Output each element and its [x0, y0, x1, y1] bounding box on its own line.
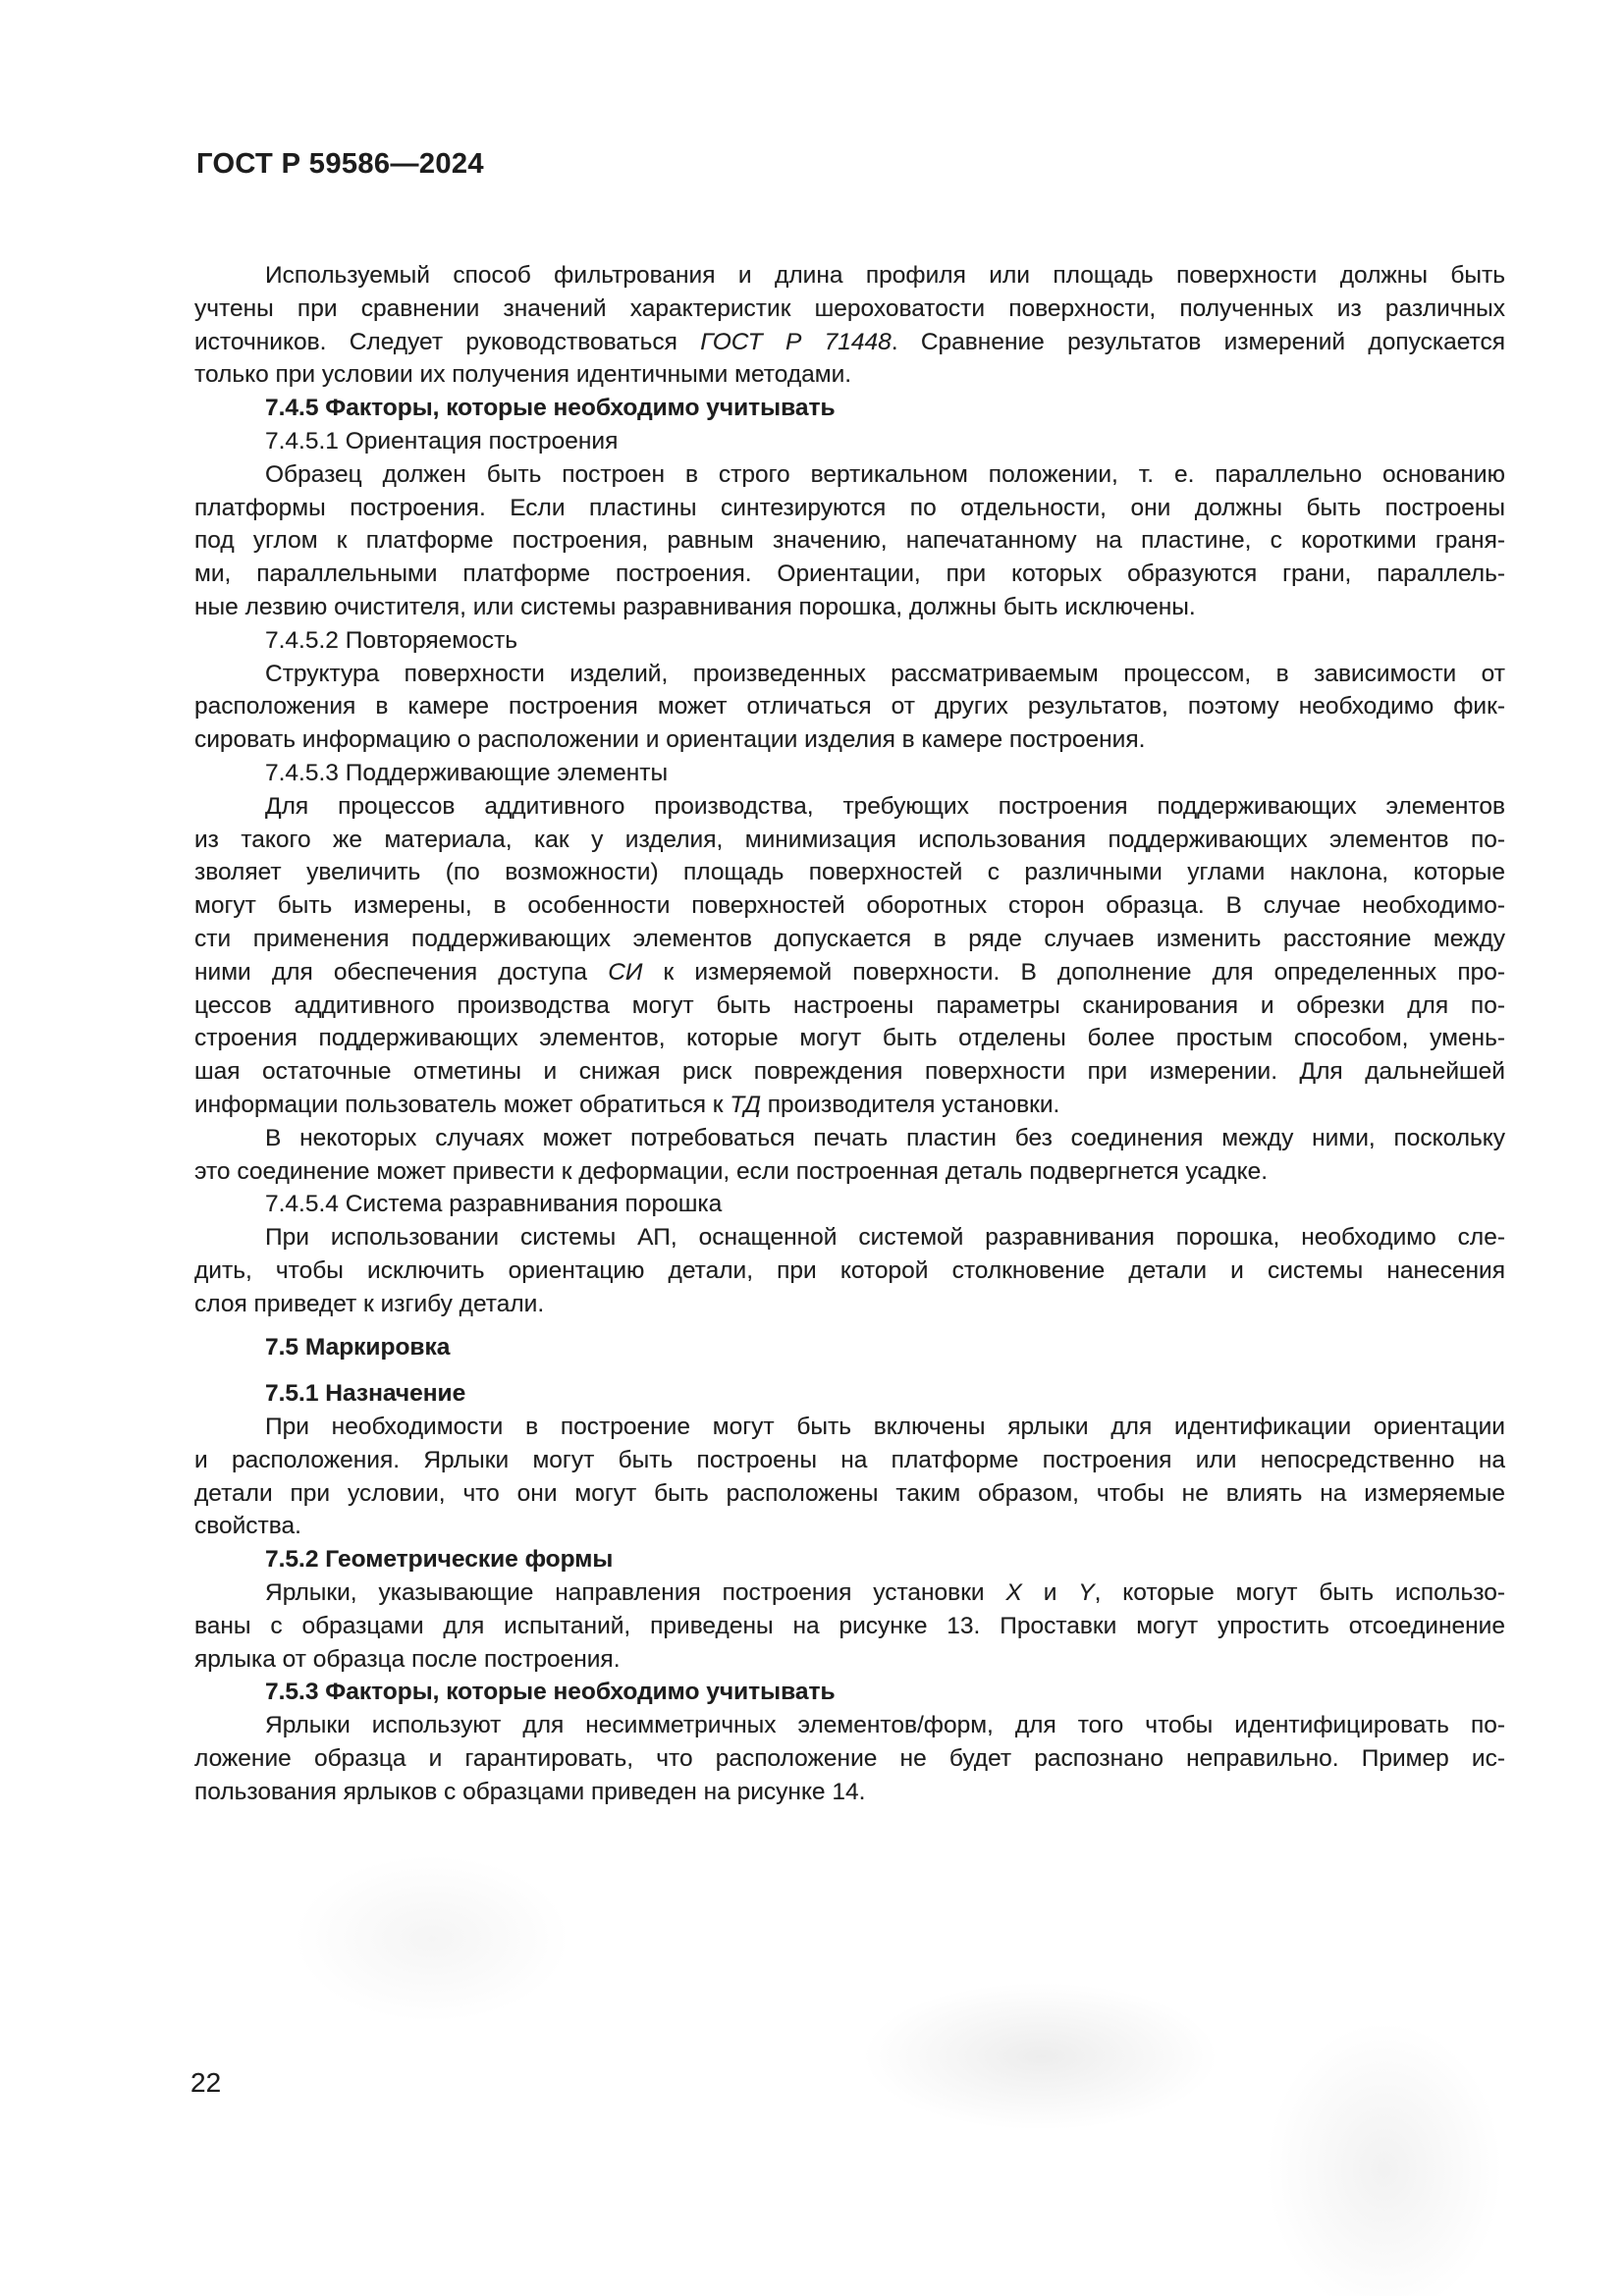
text-line: платформы построения. Если пластины синтезируются по отдельности, они должны быть построены — [194, 494, 1505, 521]
text-line: ми, параллельными платформе построения. Ориентации, при которых образуются грани, параллель- — [194, 561, 1505, 588]
text-line: ярлыка от образца после построения. — [194, 1645, 621, 1673]
text-line: зволяет увеличить (по возможности) площадь поверхностей с различными углами наклона, которые — [194, 859, 1505, 886]
section-heading: 7.4.5 Факторы, которые необходимо учитывать — [265, 395, 836, 422]
document-body — [194, 259, 1505, 1809]
text-line: только при условии их получения идентичными методами. — [194, 361, 852, 389]
section-heading: 7.4.5.2 Повторяемость — [265, 626, 517, 654]
paragraph — [194, 1221, 1505, 1320]
section-heading: 7.4.5.1 Ориентация построения — [265, 427, 619, 454]
paragraph — [194, 1709, 1505, 1808]
page-number: 22 — [190, 2067, 222, 2098]
text-line: могут быть измерены, в особенности поверхностей оборотных сторон образца. В случае необходимо- — [194, 892, 1505, 920]
text-line: Для процессов аддитивного производства, требующих построения поддерживающих элементов — [265, 792, 1505, 820]
text-line: ложение образца и гарантировать, что расположение не будет распознано неправильно. Пример ис- — [194, 1745, 1505, 1773]
text-line: цессов аддитивного производства могут быть настроены параметры сканирования и обрезки для по- — [194, 991, 1505, 1019]
standard-code-header: ГОСТ Р 59586—2024 — [196, 148, 484, 180]
text-line: Образец должен быть построен в строго вертикальном положении, т. е. параллельно основанию — [265, 460, 1505, 488]
paragraph — [194, 1122, 1505, 1189]
text-line: информации пользователь может обратиться к ТД производителя установки. — [194, 1091, 1060, 1118]
text-line: Структура поверхности изделий, произведенных рассматриваемым процессом, в зависимости от — [265, 660, 1505, 687]
paragraph — [194, 1411, 1505, 1543]
text-line: ные лезвию очистителя, или системы разравнивания порошка, должны быть исключены. — [194, 593, 1196, 620]
text-line: Ярлыки, указывающие направления построения установки X и Y, которые могут быть использо- — [265, 1579, 1505, 1607]
text-line: под углом к платформе построения, равным значению, напечатанному на пластине, с короткими граня- — [194, 527, 1505, 555]
text-line: дить, чтобы исключить ориентацию детали, при которой столкновение детали и системы нанесения — [194, 1256, 1505, 1284]
text-line: учтены при сравнении значений характеристик шероховатости поверхности, полученных из различных — [194, 294, 1505, 322]
paragraph — [194, 1576, 1505, 1676]
text-line: При необходимости в построение могут быть включены ярлыки для идентификации ориентации — [265, 1414, 1505, 1441]
text-line: из такого же материала, как у изделия, минимизация использования поддерживающих элементов по- — [194, 826, 1505, 853]
text-line: строения поддерживающих элементов, которые могут быть отделены более простым способом, умень- — [194, 1025, 1505, 1052]
text-line: слоя приведет к изгибу детали. — [194, 1290, 545, 1317]
text-line: источников. Следует руководствоваться ГОСТ Р 71448. Сравнение результатов измерений допускается — [194, 328, 1505, 355]
section-heading: 7.4.5.4 Система разравнивания порошка — [265, 1191, 723, 1218]
text-line: ваны с образцами для испытаний, приведены на рисунке 13. Проставки могут упростить отсоединение — [194, 1612, 1505, 1639]
text-line: При использовании системы АП, оснащенной системой разравнивания порошка, необходимо сле- — [265, 1224, 1505, 1252]
text-line: ними для обеспечения доступа СИ к измеряемой поверхности. В дополнение для определенных про- — [194, 958, 1505, 986]
text-line: сировать информацию о расположении и ориентации изделия в камере построения. — [194, 726, 1146, 754]
text-line: Ярлыки используют для несимметричных элементов/форм, для того чтобы идентифицировать по- — [265, 1712, 1505, 1739]
section-heading: 7.5.3 Факторы, которые необходимо учитывать — [265, 1679, 836, 1706]
text-line: В некоторых случаях может потребоваться печать пластин без соединения между ними, поскольку — [265, 1124, 1505, 1151]
section-heading: 7.5 Маркировка — [265, 1333, 451, 1361]
paragraph — [194, 458, 1505, 624]
paragraph — [194, 790, 1505, 1122]
section-heading: 7.5.1 Назначение — [265, 1380, 466, 1408]
scan-smudge — [1267, 2022, 1502, 2296]
text-line: свойства. — [194, 1513, 301, 1540]
text-line: это соединение может привести к деформации, если построенная деталь подвергнется усадке. — [194, 1157, 1269, 1185]
section-heading: 7.4.5.3 Поддерживающие элементы — [265, 759, 669, 786]
text-line: Используемый способ фильтрования и длина профиля или площадь поверхности должны быть — [265, 262, 1505, 289]
section-heading: 7.5.2 Геометрические формы — [265, 1546, 614, 1574]
text-line: пользования ярлыков с образцами приведен на рисунке 14. — [194, 1778, 866, 1805]
scan-smudge — [295, 1855, 569, 2022]
text-line: расположения в камере построения может отличаться от других результатов, поэтому необходимо фик- — [194, 693, 1505, 721]
paragraph — [194, 259, 1505, 392]
text-line: и расположения. Ярлыки могут быть построены на платформе построения или непосредственно на — [194, 1446, 1505, 1473]
text-line: детали при условии, что они могут быть расположены таким образом, чтобы не влиять на измеряемые — [194, 1479, 1505, 1507]
scan-smudge — [864, 1983, 1218, 2130]
text-line: сти применения поддерживающих элементов допускается в ряде случаев изменить расстояние между — [194, 925, 1505, 952]
text-line: шая остаточные отметины и снижая риск повреждения поверхности при измерении. Для дальнейшей — [194, 1058, 1505, 1086]
paragraph — [194, 658, 1505, 757]
